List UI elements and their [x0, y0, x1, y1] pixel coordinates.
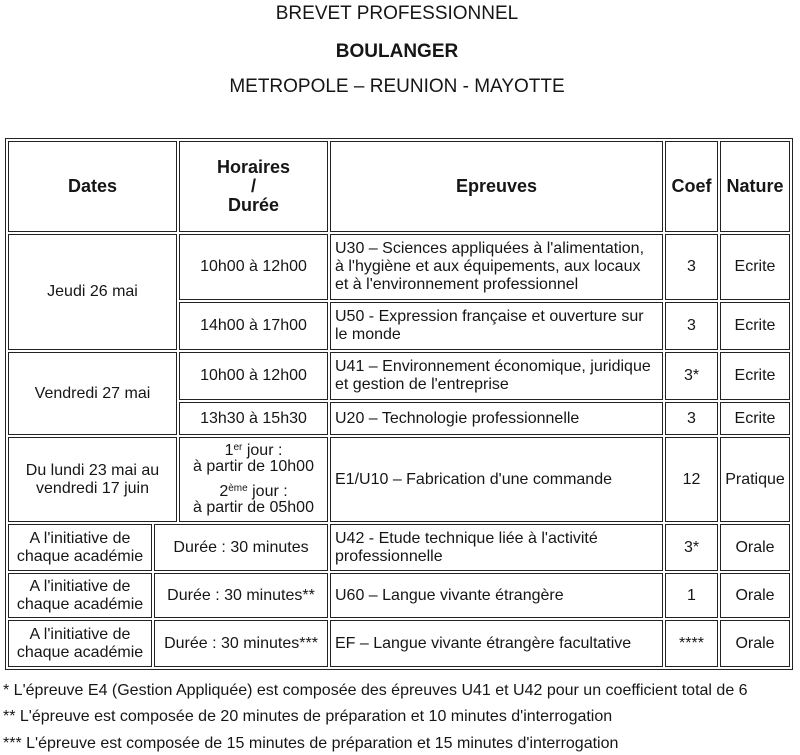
coef-cell: 3*: [665, 524, 718, 571]
date-cell: Jeudi 26 mai: [8, 234, 177, 350]
header-row: [8, 141, 790, 232]
date-cell: A l'initiative de chaque académie: [8, 573, 152, 618]
time-cell: Durée : 30 minutes: [154, 524, 328, 571]
nature-cell: Ecrite: [720, 352, 790, 400]
column-header-nature: Nature: [720, 141, 790, 232]
exam-cell: U41 – Environnement économique, juridique et gestion de l'entreprise: [330, 352, 663, 400]
exam-cell: U60 – Langue vivante étrangère: [330, 573, 663, 618]
schedule-row: [8, 573, 790, 618]
first-day-time: [183, 443, 324, 476]
coef-cell: 3*: [665, 352, 718, 400]
day-label: jour :: [247, 482, 288, 500]
nature-cell: Orale: [720, 573, 790, 618]
exam-cell: U20 – Technologie professionnelle: [330, 402, 663, 435]
nature-cell: Orale: [720, 524, 790, 571]
coef-cell: ****: [665, 620, 718, 667]
nature-cell: Pratique: [720, 437, 790, 522]
schedule-row: [8, 437, 790, 522]
nature-cell: Ecrite: [720, 302, 790, 350]
region-title: METROPOLE – REUNION - MAYOTTE: [229, 76, 565, 97]
schedule-row: [8, 620, 790, 667]
footnote: *** L'épreuve est composée de 15 minutes de préparation et 15 minutes d'interrogation: [3, 735, 619, 752]
first-day-start: à partir de 10h00: [193, 458, 314, 475]
time-cell: 10h00 à 12h00: [179, 352, 328, 400]
exam-schedule-table: [5, 138, 793, 670]
column-header-horaires: Horaires / Durée: [179, 141, 328, 232]
nature-cell: Orale: [720, 620, 790, 667]
day-label: jour :: [242, 441, 283, 459]
exam-cell: U30 – Sciences appliquées à l'alimentation, à l'hygiène et aux équipements, aux locaux et à l'environnement professionnel: [330, 234, 663, 300]
column-header-coef: Coef: [665, 141, 718, 232]
exam-cell: E1/U10 – Fabrication d'une commande: [330, 437, 663, 522]
first-day-label: [183, 443, 324, 460]
diploma-title: BREVET PROFESSIONNEL: [275, 3, 519, 24]
coef-cell: 1: [665, 573, 718, 618]
schedule-row: [8, 524, 790, 571]
date-cell: Du lundi 23 mai au vendredi 17 juin: [8, 437, 177, 522]
second-day-time: [183, 484, 324, 517]
time-cell: Durée : 30 minutes**: [154, 573, 328, 618]
nature-cell: Ecrite: [720, 402, 790, 435]
date-cell: A l'initiative de chaque académie: [8, 620, 152, 667]
schedule-row: [8, 352, 790, 400]
nature-cell: Ecrite: [720, 234, 790, 300]
second-day-start: à partir de 05h00: [193, 499, 314, 516]
time-cell: 10h00 à 12h00: [179, 234, 328, 300]
date-cell: A l'initiative de chaque académie: [8, 524, 152, 571]
day-number: 1: [224, 441, 234, 459]
time-cell: 13h30 à 15h30: [179, 402, 328, 435]
day-number: 2: [219, 482, 229, 500]
footnote: ** L'épreuve est composée de 20 minutes de préparation et 10 minutes d'interrogation: [3, 708, 613, 725]
date-cell: Vendredi 27 mai: [8, 352, 177, 435]
column-header-dates: Dates: [8, 141, 177, 232]
exam-cell: U50 - Expression française et ouverture sur le monde: [330, 302, 663, 350]
column-header-epreuves: Epreuves: [330, 141, 663, 232]
coef-cell: 3: [665, 302, 718, 350]
second-day-label: [183, 484, 324, 501]
day-ordinal: ème: [228, 482, 248, 494]
day-ordinal: er: [233, 441, 243, 453]
coef-cell: 3: [665, 402, 718, 435]
coef-cell: 3: [665, 234, 718, 300]
time-cell: Durée : 30 minutes***: [154, 620, 328, 667]
schedule-row: [8, 234, 790, 300]
time-cell: [179, 437, 328, 522]
coef-cell: 12: [665, 437, 718, 522]
exam-cell: U42 - Etude technique liée à l'activité professionnelle: [330, 524, 663, 571]
trade-title: BOULANGER: [335, 41, 459, 62]
time-cell: 14h00 à 17h00: [179, 302, 328, 350]
footnote: * L'épreuve E4 (Gestion Appliquée) est composée des épreuves U41 et U42 pour un coefficient total de 6: [3, 682, 748, 699]
exam-cell: EF – Langue vivante étrangère facultative: [330, 620, 663, 667]
